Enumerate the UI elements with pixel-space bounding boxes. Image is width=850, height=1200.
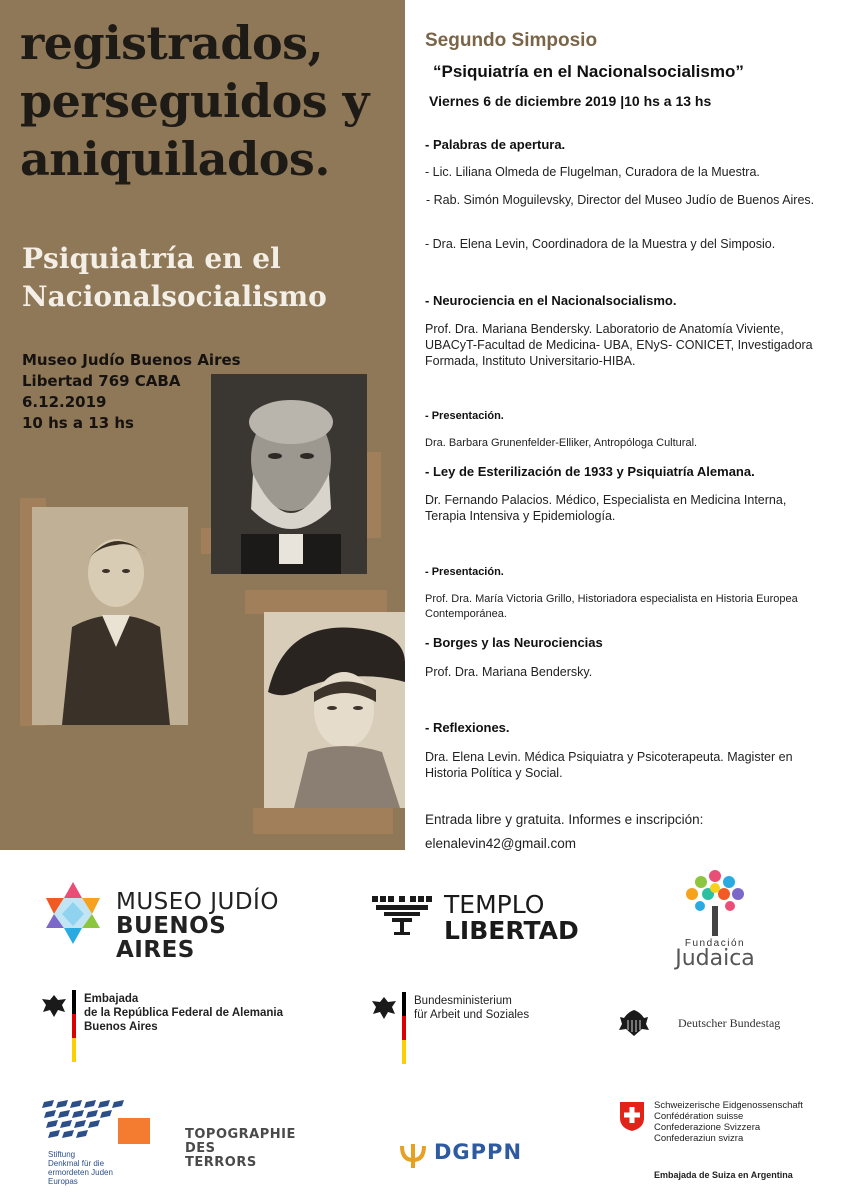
symposium-title: “Psiquiatría en el Nacionalsocialismo” bbox=[433, 62, 744, 81]
stiftung-line: ermordeten Juden bbox=[48, 1168, 113, 1177]
symposium-date: Viernes 6 de diciembre 2019 |10 hs a 13 hs bbox=[429, 93, 712, 109]
dgppn-logo bbox=[398, 1138, 538, 1172]
neuro-heading: - Neurociencia en el Nacionalsocialismo. bbox=[425, 293, 677, 308]
poster-event-info bbox=[22, 350, 241, 434]
neuro-text: Prof. Dra. Mariana Bendersky. Laboratorio de Anatomía Viviente, UBACyT-Facultad de Medicina- UBA, ENyS- CONICET, Investigadora Formada, Instituto Universitario-HIBA. bbox=[425, 322, 813, 368]
museo-judio-line2: BUENOS AIRES bbox=[116, 913, 227, 963]
topographie-logo bbox=[185, 1128, 296, 1170]
poster-subtitle: Psiquiatría en el Nacionalsocialismo bbox=[22, 242, 327, 313]
opening-item: - Lic. Liliana Olmeda de Flugelman, Curadora de la Muestra. bbox=[425, 165, 760, 179]
embajada-line: Buenos Aires bbox=[84, 1021, 158, 1033]
psi-icon bbox=[398, 1142, 428, 1170]
swiss-embassy-label: Embajada de Suiza en Argentina bbox=[654, 1170, 793, 1180]
opening-item: - Dra. Elena Levin, Coordinadora de la Muestra y del Simposio. bbox=[425, 237, 776, 251]
presentation-text: Prof. Dra. María Victoria Grillo, Historiadora especialista en Historia Europea Contemporánea. bbox=[425, 593, 798, 620]
poster-venue: Museo Judío Buenos Aires bbox=[22, 351, 241, 369]
dgppn-label: DGPPN bbox=[434, 1140, 523, 1164]
menorah-icon bbox=[370, 892, 434, 936]
swiss-line: Confédération suisse bbox=[654, 1111, 744, 1122]
stiftung-line: Denkmal für die bbox=[48, 1159, 105, 1168]
stiftung-line: Europas bbox=[48, 1177, 78, 1186]
bmas-line: für Arbeit und Soziales bbox=[414, 1009, 530, 1021]
poster-panel bbox=[0, 0, 405, 850]
swiss-embassy-logo bbox=[618, 1098, 828, 1188]
templo-libertad-logo bbox=[370, 888, 600, 948]
swiss-line: Confederazione Svizzera bbox=[654, 1122, 761, 1133]
bmas-logo bbox=[370, 992, 570, 1067]
reflexiones-text: Dra. Elena Levin. Médica Psiquiatra y Psicoterapeuta. Magister en Historia Política y Social. bbox=[425, 750, 793, 780]
fundacion-label: Fundación bbox=[684, 938, 746, 949]
museo-judio-line1: MUSEO JUDÍO bbox=[116, 889, 279, 915]
poster-date: 6.12.2019 bbox=[22, 393, 107, 411]
embajada-line: Embajada bbox=[84, 993, 139, 1005]
german-flag-stripe bbox=[402, 992, 406, 1064]
contact-email[interactable]: elenalevin42@gmail.com bbox=[425, 836, 577, 851]
opening-heading: - Palabras de apertura. bbox=[425, 137, 566, 152]
ley-heading: - Ley de Esterilización de 1933 y Psiquiatría Alemana. bbox=[425, 464, 755, 479]
embajada-alemania-logo bbox=[40, 990, 290, 1065]
german-eagle-icon bbox=[40, 992, 68, 1020]
museo-judio-star-icon bbox=[40, 880, 106, 946]
swiss-shield-icon bbox=[618, 1100, 646, 1132]
portrait-photo-boy bbox=[32, 507, 188, 725]
swiss-line: Confederaziun svizra bbox=[654, 1133, 744, 1144]
poster-time: 10 hs a 13 hs bbox=[22, 414, 134, 432]
topographie-line: DES bbox=[185, 1141, 216, 1156]
ley-text: Dr. Fernando Palacios. Médico, Especialista en Medicina Interna, Terapia Intensiva y Epidemiología. bbox=[425, 493, 787, 523]
german-eagle-icon bbox=[370, 994, 398, 1022]
bmas-line: Bundesministerium bbox=[414, 995, 512, 1007]
portrait-photo-woman-with-hat bbox=[264, 612, 405, 808]
stiftung-line: Stiftung bbox=[48, 1150, 76, 1159]
templo-libertad-line1: TEMPLO bbox=[444, 890, 545, 919]
topographie-line: TOPOGRAPHIE bbox=[185, 1127, 296, 1142]
poster-address: Libertad 769 CABA bbox=[22, 372, 181, 390]
german-flag-stripe bbox=[72, 990, 76, 1062]
embajada-line: de la República Federal de Alemania bbox=[84, 1007, 283, 1019]
bundestag-logo bbox=[618, 1008, 808, 1042]
fundacion-judaica-logo bbox=[660, 868, 770, 978]
borges-heading: - Borges y las Neurociencias bbox=[425, 635, 603, 650]
decorative-frame bbox=[245, 590, 387, 614]
templo-libertad-line2: LIBERTAD bbox=[444, 916, 579, 945]
judaica-label: Judaica bbox=[675, 946, 755, 971]
portrait-photo-bearded-man bbox=[211, 374, 367, 574]
presentation-text: Dra. Barbara Grunenfelder-Elliker, Antropóloga Cultural. bbox=[425, 437, 698, 449]
presentation-heading: - Presentación. bbox=[425, 566, 504, 578]
entry-info: Entrada libre y gratuita. Informes e inscripción: bbox=[425, 812, 704, 827]
symposium-eyebrow: Segundo Simposio bbox=[425, 30, 598, 51]
stiftung-denkmal-logo bbox=[40, 1098, 160, 1193]
opening-item: - Rab. Simón Moguilevsky, Director del Museo Judío de Buenos Aires. bbox=[426, 193, 815, 207]
topographie-line: TERRORS bbox=[185, 1155, 257, 1170]
swiss-line: Schweizerische Eidgenossenschaft bbox=[654, 1100, 803, 1111]
tree-icon bbox=[674, 868, 756, 936]
poster-title: registrados, perseguidos y aniquilados. bbox=[20, 16, 369, 186]
bundestag-eagle-icon bbox=[618, 1008, 650, 1038]
bundestag-label: Deutscher Bundestag bbox=[678, 1016, 781, 1030]
memorial-grid-icon bbox=[40, 1098, 152, 1148]
borges-text: Prof. Dra. Mariana Bendersky. bbox=[425, 665, 593, 679]
reflexiones-heading: - Reflexiones. bbox=[425, 720, 510, 735]
decorative-frame bbox=[253, 808, 393, 834]
presentation-heading: - Presentación. bbox=[425, 410, 504, 422]
museo-judio-logo bbox=[40, 880, 310, 963]
